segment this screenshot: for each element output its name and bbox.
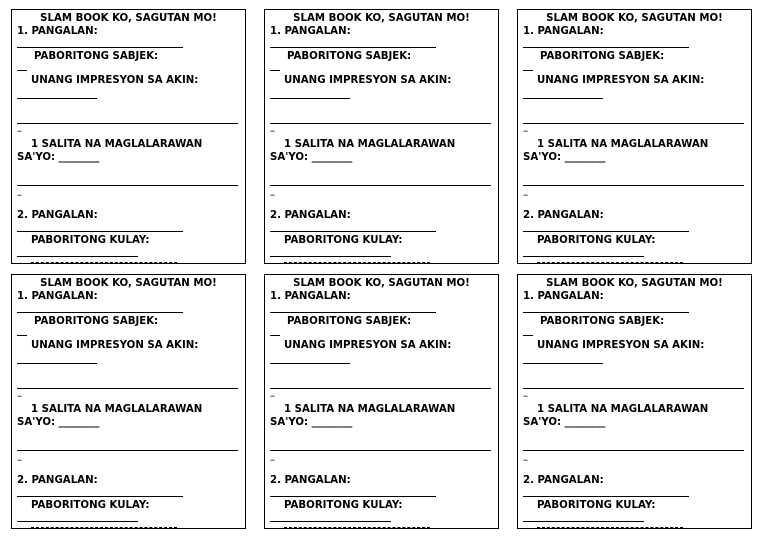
favorite-subject-label: PABORITONG SABJEK: — [287, 51, 412, 62]
slam-book-card — [517, 274, 752, 529]
name-answer-line-1[interactable] — [17, 47, 183, 48]
impression-answer-line-2[interactable] — [270, 388, 491, 389]
one-word-description-label: 1 SALITA NA MAGLALARAWAN — [537, 404, 709, 415]
impression-answer-line-2[interactable] — [270, 123, 491, 124]
continuation-dash: – — [270, 391, 276, 402]
impression-answer-line-2[interactable] — [17, 123, 238, 124]
cutoff-next-line — [284, 527, 430, 528]
continuation-dash: – — [17, 126, 23, 137]
color-answer-line[interactable] — [17, 521, 138, 522]
continuation-dash: – — [270, 455, 276, 466]
extra-answer-line[interactable] — [523, 185, 744, 186]
impression-answer-line-2[interactable] — [523, 123, 744, 124]
impression-answer-line-1[interactable] — [523, 98, 603, 99]
continuation-dash: – — [523, 391, 529, 402]
continuation-dash: – — [523, 126, 529, 137]
name-answer-line-2[interactable] — [17, 231, 183, 232]
name-label-1: 1. PANGALAN: — [270, 291, 351, 302]
cutoff-next-line — [537, 262, 683, 263]
first-impression-label: UNANG IMPRESYON SA AKIN: — [537, 75, 705, 86]
card-title: SLAM BOOK KO, SAGUTAN MO! — [40, 278, 217, 289]
first-impression-label: UNANG IMPRESYON SA AKIN: — [537, 340, 705, 351]
first-impression-label: UNANG IMPRESYON SA AKIN: — [284, 75, 452, 86]
subject-answer-line[interactable] — [270, 335, 280, 336]
cutoff-next-line — [537, 527, 683, 528]
color-answer-line[interactable] — [17, 256, 138, 257]
continuation-dash: – — [270, 190, 276, 201]
name-label-1: 1. PANGALAN: — [17, 26, 98, 37]
name-label-2: 2. PANGALAN: — [270, 210, 351, 221]
one-word-description-label: 1 SALITA NA MAGLALARAWAN — [284, 139, 456, 150]
color-answer-line[interactable] — [270, 256, 391, 257]
name-label-2: 2. PANGALAN: — [523, 210, 604, 221]
card-title: SLAM BOOK KO, SAGUTAN MO! — [40, 13, 217, 24]
favorite-color-label: PABORITONG KULAY: — [537, 500, 656, 511]
name-answer-line-1[interactable] — [270, 47, 436, 48]
first-impression-label: UNANG IMPRESYON SA AKIN: — [31, 75, 199, 86]
slam-book-card — [264, 274, 499, 529]
name-answer-line-2[interactable] — [523, 496, 689, 497]
impression-answer-line-1[interactable] — [523, 363, 603, 364]
name-answer-line-1[interactable] — [270, 312, 436, 313]
name-label-2: 2. PANGALAN: — [270, 475, 351, 486]
cutoff-next-line — [31, 262, 177, 263]
card-title: SLAM BOOK KO, SAGUTAN MO! — [546, 278, 723, 289]
cutoff-next-line — [31, 527, 177, 528]
name-label-1: 1. PANGALAN: — [270, 26, 351, 37]
continuation-dash: – — [270, 126, 276, 137]
slam-book-card — [264, 9, 499, 264]
subject-answer-line[interactable] — [523, 335, 533, 336]
continuation-dash: – — [17, 455, 23, 466]
card-title: SLAM BOOK KO, SAGUTAN MO! — [546, 13, 723, 24]
name-label-1: 1. PANGALAN: — [17, 291, 98, 302]
subject-answer-line[interactable] — [17, 335, 27, 336]
color-answer-line[interactable] — [270, 521, 391, 522]
name-label-1: 1. PANGALAN: — [523, 291, 604, 302]
one-word-description-answer: SA'YO: ________ — [17, 152, 100, 163]
impression-answer-line-2[interactable] — [17, 388, 238, 389]
one-word-description-label: 1 SALITA NA MAGLALARAWAN — [31, 404, 203, 415]
name-label-2: 2. PANGALAN: — [17, 210, 98, 221]
slam-book-card — [11, 9, 246, 264]
name-answer-line-1[interactable] — [17, 312, 183, 313]
favorite-subject-label: PABORITONG SABJEK: — [287, 316, 412, 327]
slam-book-card — [11, 274, 246, 529]
one-word-description-answer: SA'YO: ________ — [523, 417, 606, 428]
favorite-subject-label: PABORITONG SABJEK: — [34, 51, 159, 62]
name-answer-line-2[interactable] — [523, 231, 689, 232]
impression-answer-line-1[interactable] — [270, 98, 350, 99]
one-word-description-label: 1 SALITA NA MAGLALARAWAN — [31, 139, 203, 150]
one-word-description-answer: SA'YO: ________ — [270, 152, 353, 163]
name-label-2: 2. PANGALAN: — [17, 475, 98, 486]
cutoff-next-line — [284, 262, 430, 263]
color-answer-line[interactable] — [523, 256, 644, 257]
favorite-subject-label: PABORITONG SABJEK: — [540, 316, 665, 327]
extra-answer-line[interactable] — [17, 185, 238, 186]
subject-answer-line[interactable] — [17, 70, 27, 71]
color-answer-line[interactable] — [523, 521, 644, 522]
name-answer-line-1[interactable] — [523, 47, 689, 48]
one-word-description-answer: SA'YO: ________ — [523, 152, 606, 163]
name-label-1: 1. PANGALAN: — [523, 26, 604, 37]
name-answer-line-2[interactable] — [270, 496, 436, 497]
card-title: SLAM BOOK KO, SAGUTAN MO! — [293, 13, 470, 24]
impression-answer-line-2[interactable] — [523, 388, 744, 389]
extra-answer-line[interactable] — [523, 450, 744, 451]
card-title: SLAM BOOK KO, SAGUTAN MO! — [293, 278, 470, 289]
name-answer-line-1[interactable] — [523, 312, 689, 313]
extra-answer-line[interactable] — [270, 450, 491, 451]
one-word-description-label: 1 SALITA NA MAGLALARAWAN — [537, 139, 709, 150]
extra-answer-line[interactable] — [17, 450, 238, 451]
first-impression-label: UNANG IMPRESYON SA AKIN: — [31, 340, 199, 351]
favorite-subject-label: PABORITONG SABJEK: — [540, 51, 665, 62]
name-answer-line-2[interactable] — [270, 231, 436, 232]
continuation-dash: – — [523, 455, 529, 466]
impression-answer-line-1[interactable] — [270, 363, 350, 364]
favorite-color-label: PABORITONG KULAY: — [31, 500, 150, 511]
one-word-description-answer: SA'YO: ________ — [17, 417, 100, 428]
favorite-color-label: PABORITONG KULAY: — [284, 500, 403, 511]
slam-book-card — [517, 9, 752, 264]
subject-answer-line[interactable] — [270, 70, 280, 71]
continuation-dash: – — [523, 190, 529, 201]
impression-answer-line-1[interactable] — [17, 363, 97, 364]
name-label-2: 2. PANGALAN: — [523, 475, 604, 486]
continuation-dash: – — [17, 190, 23, 201]
impression-answer-line-1[interactable] — [17, 98, 97, 99]
continuation-dash: – — [17, 391, 23, 402]
subject-answer-line[interactable] — [523, 70, 533, 71]
one-word-description-answer: SA'YO: ________ — [270, 417, 353, 428]
favorite-color-label: PABORITONG KULAY: — [31, 235, 150, 246]
extra-answer-line[interactable] — [270, 185, 491, 186]
name-answer-line-2[interactable] — [17, 496, 183, 497]
favorite-color-label: PABORITONG KULAY: — [537, 235, 656, 246]
favorite-color-label: PABORITONG KULAY: — [284, 235, 403, 246]
one-word-description-label: 1 SALITA NA MAGLALARAWAN — [284, 404, 456, 415]
first-impression-label: UNANG IMPRESYON SA AKIN: — [284, 340, 452, 351]
favorite-subject-label: PABORITONG SABJEK: — [34, 316, 159, 327]
